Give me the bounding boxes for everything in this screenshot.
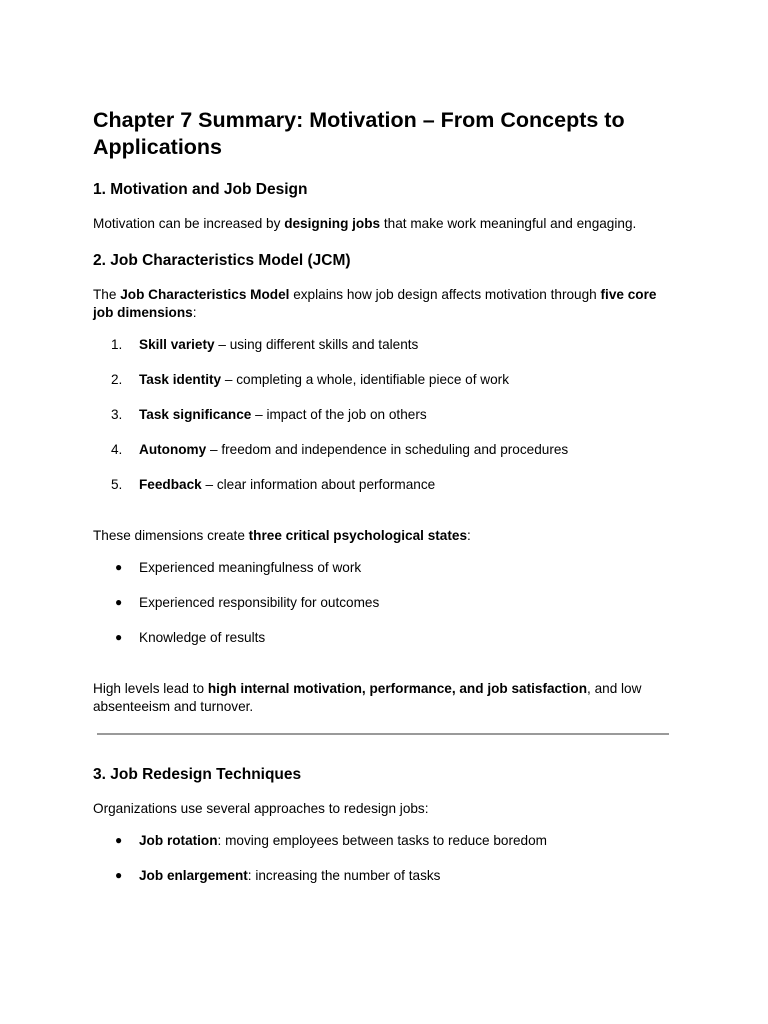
text-run: These dimensions create	[93, 528, 249, 543]
list-item-text	[139, 441, 568, 459]
bold-term: Skill variety	[139, 337, 215, 352]
horizontal-divider	[97, 733, 669, 735]
text-run: Motivation can be increased by	[93, 216, 285, 231]
list-item-text	[139, 371, 509, 389]
bold-text: designing jobs	[284, 216, 381, 231]
list-item-dimension	[93, 371, 673, 389]
bold-text: high internal motivation, performance, and job satisfaction	[207, 681, 588, 696]
bullet-icon: ●	[115, 560, 123, 574]
bullet-icon: ●	[115, 833, 123, 847]
list-item-dimension	[93, 441, 673, 459]
text-run: , and low absenteeism and turnover.	[93, 681, 642, 714]
list-item-dimension	[93, 476, 673, 494]
document-title: Chapter 7 Summary: Motivation – From Concepts to Applications	[93, 108, 625, 159]
paragraph-psychological-states	[93, 527, 673, 545]
bold-term: Feedback	[139, 477, 202, 492]
text-run: that make work meaningful and engaging.	[380, 216, 637, 231]
text-run: explains how job design affects motivation through	[289, 287, 601, 302]
section-heading-jcm: 2. Job Characteristics Model (JCM)	[93, 252, 351, 269]
bold-term: Task identity	[139, 372, 222, 387]
term-description: – freedom and independence in scheduling and procedures	[206, 442, 569, 457]
list-item-dimension	[93, 336, 673, 354]
list-item-technique	[93, 832, 673, 850]
list-item-dimension	[93, 406, 673, 424]
list-number: 4.	[111, 442, 123, 457]
list-item-text: Experienced responsibility for outcomes	[139, 595, 380, 610]
bullet-icon: ●	[115, 868, 123, 882]
list-item-state	[93, 594, 673, 612]
text-run: The	[93, 287, 121, 302]
list-number: 5.	[111, 477, 123, 492]
text-run: :	[467, 528, 471, 543]
bold-text: Job Characteristics Model	[120, 287, 290, 302]
paragraph-motivation-increase	[93, 215, 673, 233]
list-item-text	[139, 406, 427, 424]
term-description: – impact of the job on others	[251, 407, 427, 422]
bold-term: Job rotation	[139, 833, 218, 848]
paragraph-redesign-intro: Organizations use several approaches to redesign jobs:	[93, 801, 429, 816]
section-heading-motivation-job-design: 1. Motivation and Job Design	[93, 181, 308, 198]
section-heading-job-redesign: 3. Job Redesign Techniques	[93, 766, 302, 783]
term-description: – using different skills and talents	[214, 337, 419, 352]
list-item-text	[139, 476, 435, 494]
text-run: :	[192, 304, 197, 320]
list-item-text: Knowledge of results	[139, 630, 266, 645]
list-number: 1.	[111, 337, 123, 352]
list-item-text: Experienced meaningfulness of work	[139, 560, 362, 575]
bullet-icon: ●	[115, 630, 123, 644]
bold-term: Job enlargement	[139, 868, 248, 883]
term-description: – clear information about performance	[201, 477, 436, 492]
paragraph-jcm-intro	[93, 286, 673, 321]
text-run: High levels lead to	[93, 681, 208, 696]
list-item-state	[93, 559, 673, 577]
list-item-technique	[93, 867, 673, 885]
list-item-state	[93, 629, 673, 647]
paragraph-outcomes	[93, 680, 673, 715]
list-number: 3.	[111, 407, 123, 422]
list-number: 2.	[111, 372, 123, 387]
bold-term: Task significance	[139, 407, 252, 422]
list-item-text	[139, 867, 440, 885]
term-description: : moving employees between tasks to reduce boredom	[217, 833, 547, 848]
bullet-icon: ●	[115, 595, 123, 609]
bold-text: five core job dimensions	[93, 287, 657, 320]
list-item-text	[139, 336, 418, 354]
bold-term: Autonomy	[139, 442, 207, 457]
term-description: – completing a whole, identifiable piece of work	[221, 372, 509, 387]
bold-text: three critical psychological states	[248, 528, 467, 543]
list-item-text	[139, 832, 547, 850]
term-description: : increasing the number of tasks	[247, 868, 441, 883]
